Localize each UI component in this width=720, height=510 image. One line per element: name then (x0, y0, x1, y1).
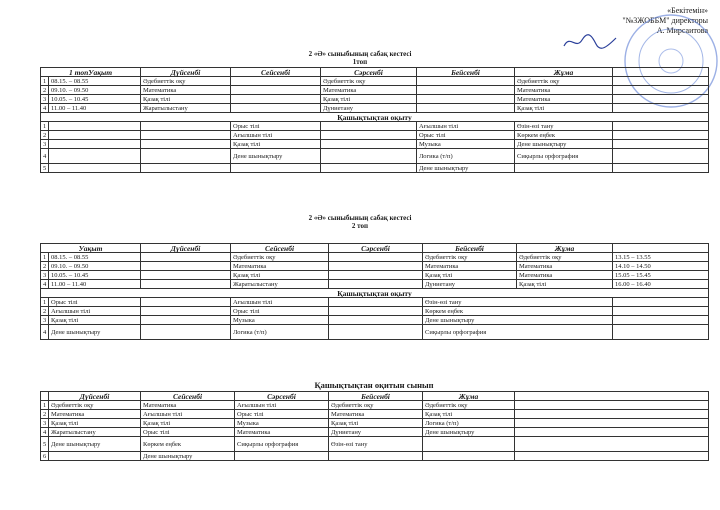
table-cell: Орыс тілі (231, 122, 321, 131)
table-cell: Дене шынықтыру (423, 316, 613, 325)
table-cell: Сиқырлы орфография (235, 437, 329, 452)
header-cell: Жұма (517, 244, 613, 253)
header-cell: Сәрсенбі (321, 68, 417, 77)
table-cell: Қазақ тілі (321, 95, 417, 104)
table-row (41, 122, 709, 131)
table-cell: Математика (329, 410, 423, 419)
table-cell: Әдебиеттік оқу (321, 77, 417, 86)
table-cell (321, 140, 417, 149)
empty-cell (613, 104, 709, 113)
table-row (41, 104, 709, 113)
row-number: 2 (41, 307, 49, 316)
table-cell: Әдебиеттік оқу (423, 253, 517, 262)
table-header-row (41, 68, 709, 77)
table-cell: Математика (517, 262, 613, 271)
table-cell (141, 262, 231, 271)
empty-cell (515, 410, 709, 419)
table-cell: Дене шынықтыру (141, 452, 235, 461)
table-cell (423, 452, 515, 461)
header-cell: Сәрсенбі (235, 392, 329, 401)
table-row (41, 325, 709, 340)
table-cell: 10.05. – 10.45 (49, 271, 141, 280)
table-cell: Жаратылыстану (141, 104, 231, 113)
row-number: 1 (41, 77, 49, 86)
table-cell: Көркем еңбек (515, 131, 613, 140)
table-cell: Әдебиеттік оқу (517, 253, 613, 262)
table-cell (141, 271, 231, 280)
row-number: 3 (41, 419, 49, 428)
header-cell: Дүйсенбі (141, 244, 231, 253)
table-cell (329, 452, 423, 461)
row-number: 4 (41, 280, 49, 289)
table-cell: Қазақ тілі (517, 280, 613, 289)
table-cell: Математика (141, 401, 235, 410)
table-cell: Көркем еңбек (141, 437, 235, 452)
table-cell: Өзін-өзі тану (515, 122, 613, 131)
header-cell: Сейсенбі (231, 244, 329, 253)
table-cell: Логика (т/п) (423, 419, 515, 428)
row-number: 1 (41, 298, 49, 307)
empty-cell (613, 298, 709, 307)
table-cell (49, 149, 141, 164)
table3-schedule (40, 391, 709, 461)
table1-title: 2 «Ә» сыныбының сабақ кестесі (308, 50, 412, 58)
table-cell: Ағылшын тілі (49, 307, 141, 316)
table-row (41, 307, 709, 316)
table-cell: 09.10. – 09.50 (49, 86, 141, 95)
header-cell: Сейсенбі (231, 68, 321, 77)
header-cell: Дүйсенбі (141, 68, 231, 77)
table-cell: Математика (231, 262, 329, 271)
table-cell: Қазақ тілі (49, 316, 141, 325)
table-cell: Дене шынықтыру (515, 140, 613, 149)
table-cell (329, 316, 423, 325)
section-row (41, 289, 709, 298)
table-cell: Сиқырлы орфография (423, 325, 613, 340)
table-cell: 16.00 – 16.40 (613, 280, 709, 289)
table-cell: Жаратылыстану (231, 280, 329, 289)
table2-title: 2 «Ә» сыныбының сабақ кестесі (308, 214, 412, 222)
table-cell (329, 253, 423, 262)
table-cell: Сиқырлы орфография (515, 149, 613, 164)
table-cell (231, 104, 321, 113)
empty-cell (613, 316, 709, 325)
table-cell: Дене шынықтыру (417, 164, 515, 173)
table-row (41, 452, 709, 461)
table-row (41, 401, 709, 410)
table-cell (235, 452, 329, 461)
empty-cell (613, 149, 709, 164)
table-cell (329, 325, 423, 340)
approval-position: "№3ЖОББМ" директоры (622, 16, 708, 25)
table-cell: Орыс тілі (49, 298, 141, 307)
table-cell (515, 164, 613, 173)
table2-subtitle: 2 топ (351, 222, 369, 230)
row-number: 4 (41, 149, 49, 164)
table-cell (49, 452, 141, 461)
table-row (41, 253, 709, 262)
table-cell (141, 307, 231, 316)
table-cell (417, 95, 515, 104)
empty-cell (613, 77, 709, 86)
table-cell: Қазақ тілі (423, 410, 515, 419)
row-number: 6 (41, 452, 49, 461)
header-cell: Бейсенбі (329, 392, 423, 401)
table-cell: Логика (т/п) (231, 325, 329, 340)
row-number: 3 (41, 316, 49, 325)
table-cell (321, 122, 417, 131)
table-cell (329, 280, 423, 289)
table-cell (231, 86, 321, 95)
table-cell: Ағылшын тілі (235, 401, 329, 410)
table-cell: Орыс тілі (417, 131, 515, 140)
table-cell (321, 164, 417, 173)
table-cell (49, 131, 141, 140)
table-cell: Математика (515, 95, 613, 104)
table-cell: Әдебиеттік оқу (423, 401, 515, 410)
table-cell: Қазақ тілі (515, 104, 613, 113)
table-cell: Дүниетану (321, 104, 417, 113)
table-cell: Музыка (231, 316, 329, 325)
table-cell (141, 316, 231, 325)
row-number: 1 (41, 401, 49, 410)
table-cell (141, 164, 231, 173)
table-row (41, 298, 709, 307)
table-cell: Дене шынықтыру (49, 437, 141, 452)
header-cell: Бейсенбі (417, 68, 515, 77)
table-cell: Ағылшын тілі (231, 131, 321, 140)
table-cell (329, 262, 423, 271)
table-cell: 08.15. – 08.55 (49, 253, 141, 262)
header-cell: Жұма (515, 68, 613, 77)
row-number: 2 (41, 131, 49, 140)
table-cell: Қазақ тілі (329, 419, 423, 428)
empty-cell (515, 428, 709, 437)
table-cell: Жаратылыстану (49, 428, 141, 437)
table-row (41, 86, 709, 95)
table-header-row (41, 392, 709, 401)
table-cell (141, 122, 231, 131)
table-cell: Дене шынықтыру (49, 325, 141, 340)
table-row (41, 419, 709, 428)
approval-heading: «Бекітемін» (667, 6, 708, 15)
table-cell: Орыс тілі (141, 428, 235, 437)
section-row (41, 113, 709, 122)
table-cell: Математика (49, 410, 141, 419)
table-cell (231, 77, 321, 86)
row-number: 5 (41, 164, 49, 173)
table-cell (141, 298, 231, 307)
table-cell (321, 131, 417, 140)
table-row (41, 164, 709, 173)
empty-cell (613, 164, 709, 173)
empty-cell (515, 452, 709, 461)
table-cell: Ағылшын тілі (141, 410, 235, 419)
table-cell: 11.00 – 11.40 (49, 104, 141, 113)
table-cell (417, 104, 515, 113)
table-cell (141, 149, 231, 164)
table-cell: Әдебиеттік оқу (49, 401, 141, 410)
table-cell: 10.05. – 10.45 (49, 95, 141, 104)
table-cell: 11.00 – 11.40 (49, 280, 141, 289)
table-cell: Ағылшын тілі (231, 298, 329, 307)
table-row (41, 262, 709, 271)
row-number: 2 (41, 262, 49, 271)
empty-cell (613, 131, 709, 140)
table-cell: Математика (321, 86, 417, 95)
table-row (41, 410, 709, 419)
table-cell: Өзін-өзі тану (423, 298, 613, 307)
table2-schedule (40, 243, 709, 340)
table-cell: Дене шынықтыру (423, 428, 515, 437)
table3-title: Қашықтықтан оқитын сынып (314, 380, 434, 390)
table-header-row (41, 244, 709, 253)
table-cell (321, 149, 417, 164)
table1-schedule (40, 67, 709, 173)
table-cell: 08.15. – 08.55 (49, 77, 141, 86)
table-row (41, 131, 709, 140)
table-cell: Қазақ тілі (141, 95, 231, 104)
empty-cell (515, 419, 709, 428)
table-row (41, 77, 709, 86)
row-number: 3 (41, 271, 49, 280)
table-cell (49, 140, 141, 149)
table-cell: Дене шынықтыру (231, 149, 321, 164)
header-cell: Дүйсенбі (49, 392, 141, 401)
header-cell: Жұма (423, 392, 515, 401)
table-cell (231, 95, 321, 104)
signature-image (562, 32, 618, 52)
table-cell: Математика (517, 271, 613, 280)
table-cell: Музыка (235, 419, 329, 428)
table-cell: Логика (т/п) (417, 149, 515, 164)
empty-cell (613, 68, 709, 77)
table-cell: 13.15 – 13.55 (613, 253, 709, 262)
table-cell: 15.05 – 15.45 (613, 271, 709, 280)
table-row (41, 271, 709, 280)
approval-name: А. Мирсаитова (656, 26, 708, 35)
table-cell (329, 307, 423, 316)
table-row (41, 280, 709, 289)
table-cell (231, 164, 321, 173)
table1-subtitle: 1топ (352, 58, 368, 66)
table-cell: Орыс тілі (231, 307, 329, 316)
table-cell (423, 437, 515, 452)
empty-cell (613, 95, 709, 104)
table-row (41, 140, 709, 149)
table-cell: Қазақ тілі (231, 140, 321, 149)
table-cell: Дүниетану (329, 428, 423, 437)
table-cell: Математика (423, 262, 517, 271)
table-cell: 09.10. – 09.50 (49, 262, 141, 271)
empty-cell (613, 307, 709, 316)
table-row (41, 316, 709, 325)
row-number: 5 (41, 437, 49, 452)
row-number: 3 (41, 95, 49, 104)
table-cell: Көркем еңбек (423, 307, 613, 316)
table-cell: Қазақ тілі (231, 271, 329, 280)
table-cell: Әдебиеттік оқу (515, 77, 613, 86)
header-cell: Уақыт (41, 244, 141, 253)
table-cell: Әдебиеттік оқу (329, 401, 423, 410)
table-cell: Музыка (417, 140, 515, 149)
table-cell (141, 140, 231, 149)
row-number: 2 (41, 86, 49, 95)
table-cell (49, 122, 141, 131)
table-cell: Өзін-өзі тану (329, 437, 423, 452)
table-cell: Әдебиеттік оқу (231, 253, 329, 262)
table-cell: Орыс тілі (235, 410, 329, 419)
header-cell: Сәрсенбі (329, 244, 423, 253)
table-cell: Математика (141, 86, 231, 95)
table-cell (141, 253, 231, 262)
table-cell: Дүниетану (423, 280, 517, 289)
table-cell (49, 164, 141, 173)
table-cell: Ағылшын тілі (417, 122, 515, 131)
table-row (41, 95, 709, 104)
row-number: 1 (41, 253, 49, 262)
table-cell (141, 325, 231, 340)
row-number: 3 (41, 140, 49, 149)
table-cell: Әдебиеттік оқу (141, 77, 231, 86)
table-row (41, 149, 709, 164)
header-cell: 1 топУақыт (41, 68, 141, 77)
row-number: 4 (41, 428, 49, 437)
table-row (41, 428, 709, 437)
empty-cell (613, 86, 709, 95)
table-cell: 14.10 – 14.50 (613, 262, 709, 271)
table-cell (417, 86, 515, 95)
empty-cell (613, 140, 709, 149)
empty-cell (515, 392, 709, 401)
header-cell: Бейсенбі (423, 244, 517, 253)
table-row (41, 437, 709, 452)
header-cell: Сейсенбі (141, 392, 235, 401)
table-cell: Қазақ тілі (141, 419, 235, 428)
distance-learning-heading: Қашықтықтан оқыту (41, 113, 709, 122)
distance-learning-heading: Қашықтықтан оқыту (41, 289, 709, 298)
table-cell: Қазақ тілі (423, 271, 517, 280)
table-cell (141, 280, 231, 289)
empty-cell (613, 244, 709, 253)
empty-cell (613, 122, 709, 131)
row-number: 4 (41, 104, 49, 113)
row-number: 1 (41, 122, 49, 131)
empty-cell (41, 392, 49, 401)
empty-cell (613, 325, 709, 340)
table-cell: Қазақ тілі (49, 419, 141, 428)
table-cell (141, 131, 231, 140)
table-cell (329, 298, 423, 307)
table-cell: Математика (515, 86, 613, 95)
empty-cell (515, 437, 709, 452)
table-cell (329, 271, 423, 280)
row-number: 4 (41, 325, 49, 340)
row-number: 2 (41, 410, 49, 419)
table-cell: Математика (235, 428, 329, 437)
empty-cell (515, 401, 709, 410)
table-cell (417, 77, 515, 86)
